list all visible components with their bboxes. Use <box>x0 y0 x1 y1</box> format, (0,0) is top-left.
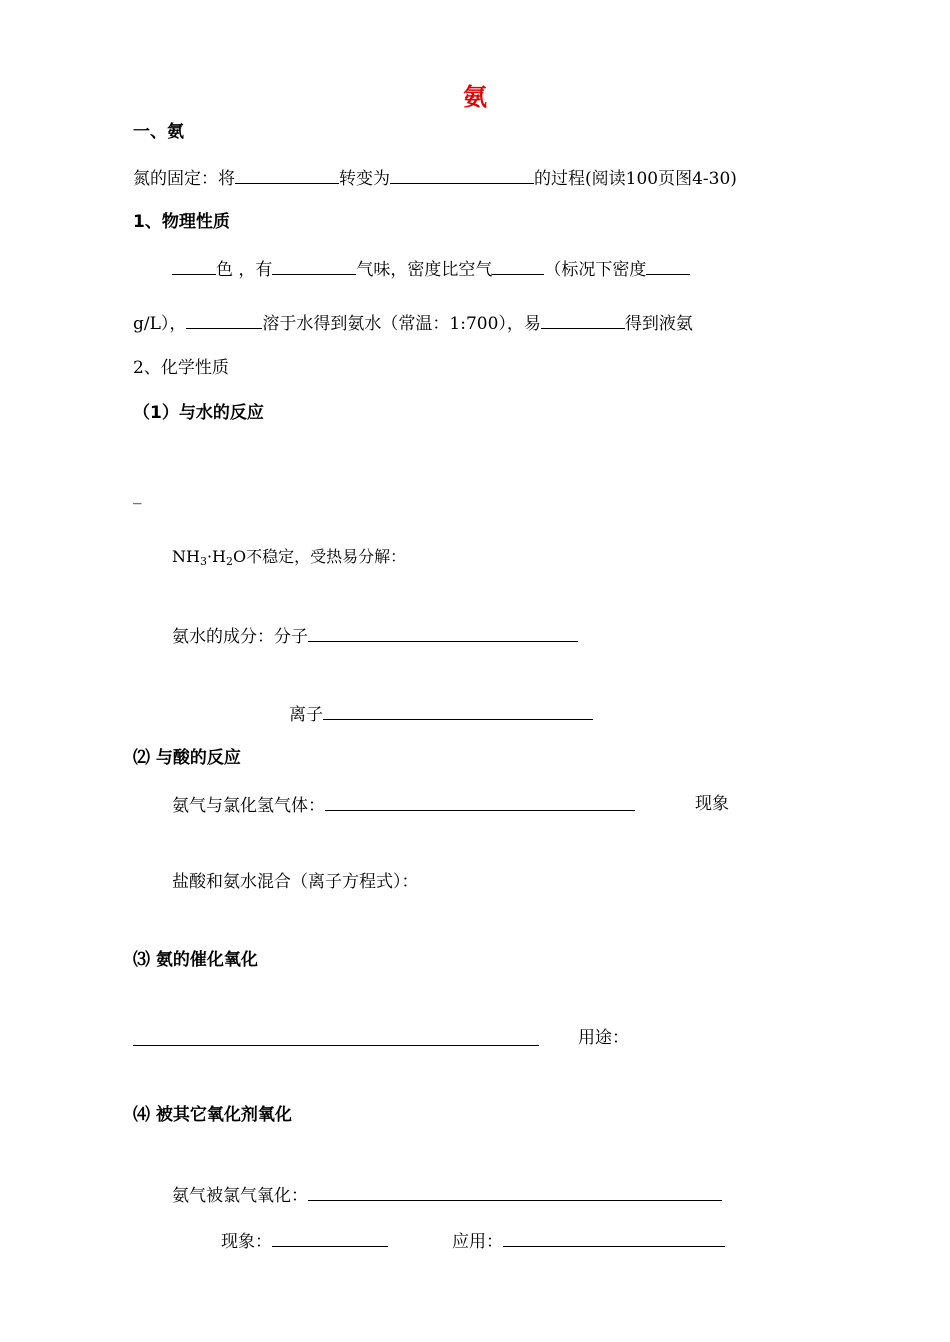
application-label: 应用： <box>452 1232 503 1252</box>
nh3h2o-b: ·H <box>206 547 226 566</box>
sub-heading-water: （1）与水的反应 <box>133 403 264 423</box>
fixation-prefix: 氮的固定：将 <box>133 169 235 189</box>
physical-text-1a: 色 ，有 <box>216 260 273 280</box>
sub-heading-catalytic: ⑶ 氨的催化氧化 <box>133 950 258 970</box>
section-heading-ammonia: 一、氨 <box>133 122 184 142</box>
physical-line-1 <box>172 257 690 281</box>
physical-line-2 <box>133 311 693 335</box>
physical-text-2c: 得到液氨 <box>624 314 693 334</box>
sub-heading-acid: ⑵ 与酸的反应 <box>133 748 241 768</box>
phenomenon2-label: 现象： <box>221 1232 272 1252</box>
hcl-gas-line <box>172 793 635 817</box>
sub-heading-other-oxidants: ⑷ 被其它氧化剂氧化 <box>133 1105 292 1125</box>
molecules-label: 氨水的成分：分子 <box>172 627 308 647</box>
dash-mark: _ <box>133 485 142 505</box>
phenomenon-label: 现象 <box>695 794 729 814</box>
physical-text-2b: 溶于水得到氨水（常温：1:700），易 <box>262 314 541 334</box>
hcl-mix-label: 盐酸和氨水混合（离子方程式）： <box>172 872 419 892</box>
application-line <box>452 1229 725 1253</box>
fixation-suffix: 的过程(阅读100页图4-30) <box>534 169 737 189</box>
chemical-heading: 2、化学性质 <box>133 358 229 378</box>
physical-text-2a: g/L）， <box>133 314 187 334</box>
odor-blank[interactable] <box>272 257 356 275</box>
ions-line <box>289 702 593 726</box>
use-label: 用途： <box>578 1028 629 1048</box>
molecules-blank[interactable] <box>308 624 578 642</box>
nh3h2o-sub1: 3 <box>199 555 207 568</box>
solubility-blank[interactable] <box>186 311 262 329</box>
chlorine-label: 氨气被氯气氧化： <box>172 1186 308 1206</box>
molecules-line <box>172 624 578 648</box>
hcl-gas-blank[interactable] <box>325 793 635 811</box>
ions-label: 离子 <box>289 705 323 725</box>
phenomenon2-line <box>221 1229 388 1253</box>
physical-heading: 1、物理性质 <box>133 212 230 232</box>
chlorine-line <box>172 1183 722 1207</box>
chlorine-blank[interactable] <box>308 1183 722 1201</box>
color-blank[interactable] <box>172 257 216 275</box>
nh3h2o-line <box>172 546 406 568</box>
nh3h2o-sub2: 2 <box>226 555 233 568</box>
physical-text-1b: 气味，密度比空气 <box>356 260 493 280</box>
catalytic-blank[interactable] <box>133 1045 539 1046</box>
fixation-blank-2[interactable] <box>390 166 534 184</box>
phenomenon2-blank[interactable] <box>272 1229 388 1247</box>
fixation-blank-1[interactable] <box>235 166 339 184</box>
physical-text-1c: （标况下密度 <box>544 260 647 280</box>
page-title: 氨 <box>463 83 487 111</box>
nh3h2o-c: O不稳定，受热易分解： <box>233 547 407 566</box>
nh3h2o-a: NH <box>172 547 200 566</box>
hcl-gas-label: 氨气与氯化氢气体： <box>172 796 325 816</box>
liquefy-blank[interactable] <box>541 311 625 329</box>
density-compare-blank[interactable] <box>492 257 544 275</box>
fixation-line <box>133 166 737 190</box>
application-blank[interactable] <box>503 1229 725 1247</box>
ions-blank[interactable] <box>323 702 593 720</box>
density-value-blank[interactable] <box>646 257 690 275</box>
fixation-mid: 转变为 <box>339 169 390 189</box>
